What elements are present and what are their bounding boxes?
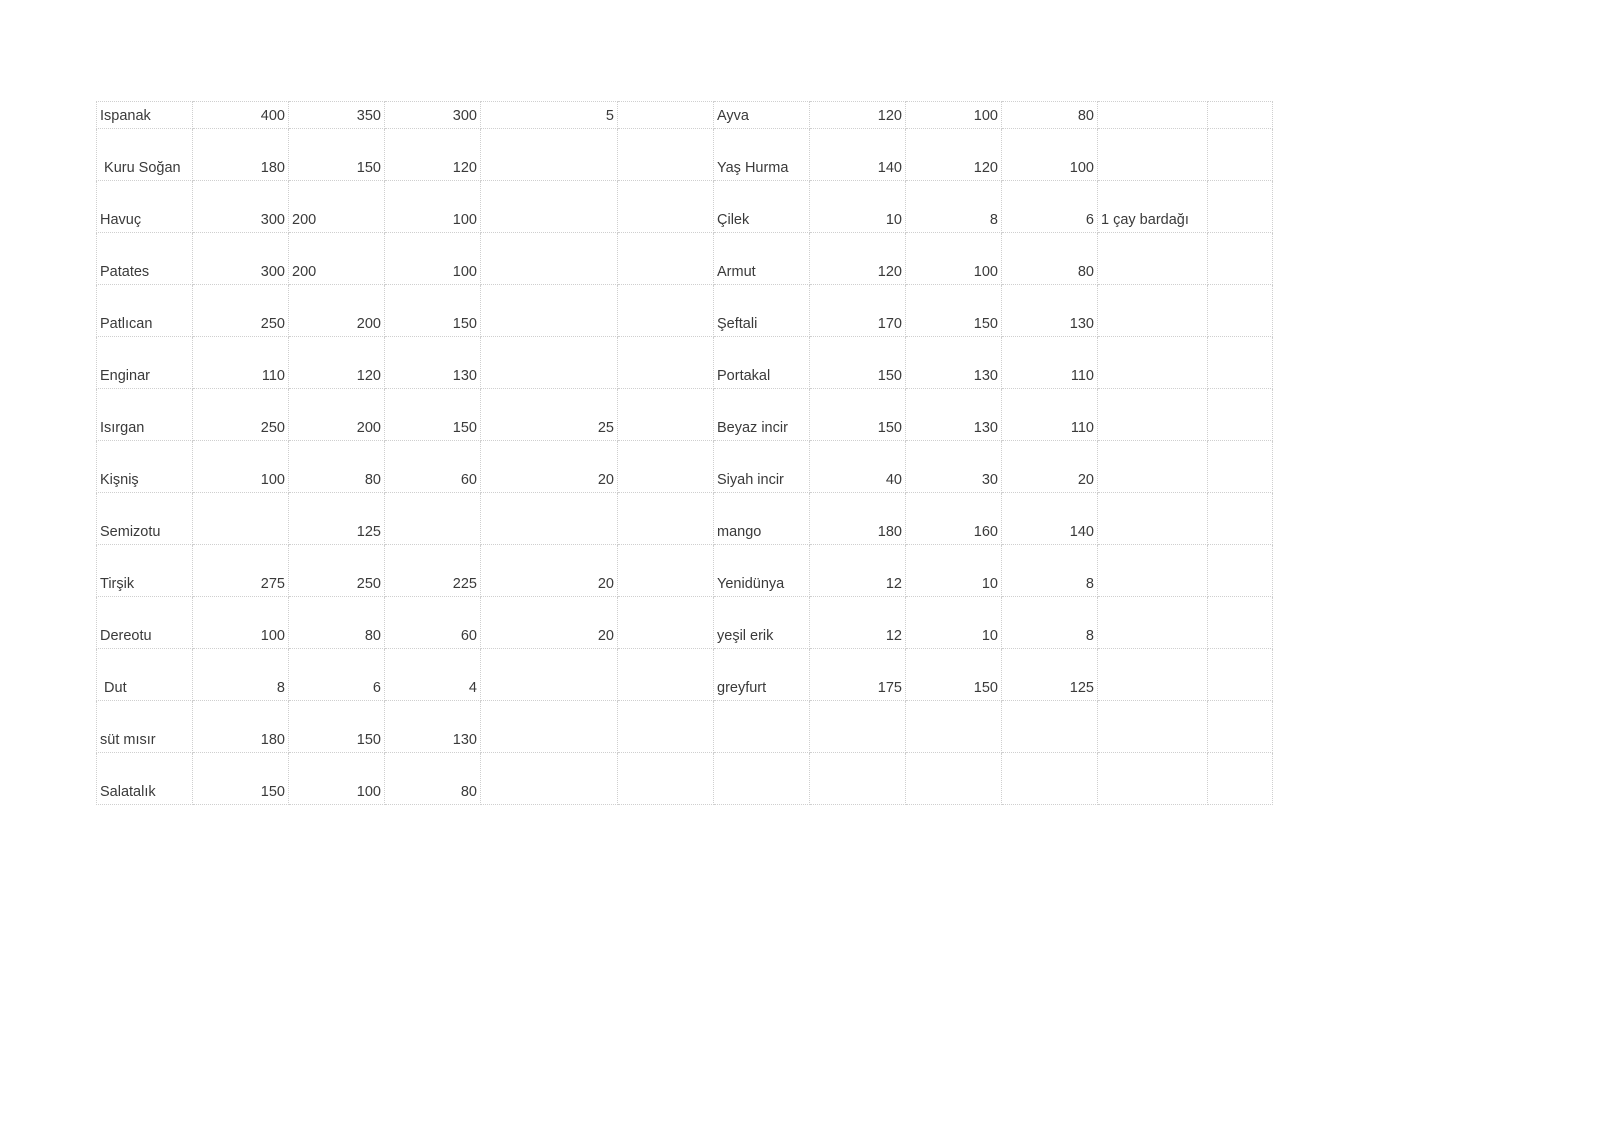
table-cell (1098, 285, 1208, 337)
table-cell: 130 (906, 337, 1002, 389)
table-cell: Tirşik (97, 545, 193, 597)
table-cell: 125 (1002, 649, 1098, 701)
table-body (97, 102, 1273, 805)
table-cell (1098, 233, 1208, 285)
table-cell (618, 389, 714, 441)
table-cell: 160 (906, 493, 1002, 545)
table-cell (1208, 649, 1273, 701)
table-cell: 80 (289, 441, 385, 493)
table-cell: 10 (906, 597, 1002, 649)
table-cell: 200 (289, 285, 385, 337)
table-cell: 225 (385, 545, 481, 597)
table-cell (1002, 701, 1098, 753)
table-cell: Yaş Hurma (714, 129, 810, 181)
table-cell: Salatalık (97, 753, 193, 805)
table-cell (1208, 129, 1273, 181)
spreadsheet-table (96, 101, 1273, 805)
table-cell: 300 (193, 233, 289, 285)
table-cell (481, 753, 618, 805)
table-cell: 130 (906, 389, 1002, 441)
table-cell: 10 (810, 181, 906, 233)
table-cell (1208, 233, 1273, 285)
table-cell (810, 701, 906, 753)
table-cell (714, 753, 810, 805)
table-cell: 20 (481, 441, 618, 493)
table-cell: 100 (385, 181, 481, 233)
table-cell (481, 233, 618, 285)
table-cell (618, 181, 714, 233)
table-cell: 100 (906, 102, 1002, 129)
table-cell: 180 (193, 701, 289, 753)
table-cell: 150 (385, 285, 481, 337)
table-cell: 40 (810, 441, 906, 493)
table-cell: 100 (289, 753, 385, 805)
table-cell: 150 (906, 649, 1002, 701)
table-row (97, 389, 1273, 441)
table-cell (618, 493, 714, 545)
table-cell (618, 545, 714, 597)
table-cell (618, 441, 714, 493)
table-row (97, 701, 1273, 753)
table-cell (810, 753, 906, 805)
table-cell: 30 (906, 441, 1002, 493)
table-row (97, 181, 1273, 233)
table-cell (1208, 701, 1273, 753)
table-cell: 80 (1002, 102, 1098, 129)
table-cell: Havuç (97, 181, 193, 233)
table-cell: 200 (289, 181, 385, 233)
table-cell: 350 (289, 102, 385, 129)
table-cell (1098, 337, 1208, 389)
table-cell (481, 649, 618, 701)
table-cell (618, 649, 714, 701)
table-cell (1098, 545, 1208, 597)
table-cell: Patlıcan (97, 285, 193, 337)
table-cell: Siyah incir (714, 441, 810, 493)
table-cell: Beyaz incir (714, 389, 810, 441)
table-row (97, 493, 1273, 545)
table-cell: Armut (714, 233, 810, 285)
table-cell: 110 (1002, 389, 1098, 441)
table-row (97, 649, 1273, 701)
table-cell (481, 701, 618, 753)
table-cell: 275 (193, 545, 289, 597)
table-cell (1098, 129, 1208, 181)
table-cell: 140 (1002, 493, 1098, 545)
table-cell (1098, 597, 1208, 649)
table-cell: Çilek (714, 181, 810, 233)
table-row (97, 597, 1273, 649)
table-cell (1098, 701, 1208, 753)
table-cell (481, 181, 618, 233)
table-cell: 130 (385, 701, 481, 753)
table-cell: Enginar (97, 337, 193, 389)
table-cell: 200 (289, 389, 385, 441)
table-cell: 150 (385, 389, 481, 441)
table-cell: 110 (193, 337, 289, 389)
table-row (97, 129, 1273, 181)
table-cell: Ayva (714, 102, 810, 129)
table-cell: Şeftali (714, 285, 810, 337)
table-cell (481, 285, 618, 337)
table-cell: 12 (810, 545, 906, 597)
table-cell (1208, 285, 1273, 337)
table-cell (193, 493, 289, 545)
table-cell: 250 (193, 389, 289, 441)
table-cell (385, 493, 481, 545)
table-cell: 1 çay bardağı (1098, 181, 1208, 233)
table-cell: 125 (289, 493, 385, 545)
table-cell (1208, 597, 1273, 649)
table-row (97, 441, 1273, 493)
table-cell: 20 (481, 597, 618, 649)
table-cell (481, 337, 618, 389)
table-cell: 180 (810, 493, 906, 545)
table-cell (906, 753, 1002, 805)
table-cell (1208, 545, 1273, 597)
table-cell: 8 (1002, 545, 1098, 597)
table-cell (1208, 389, 1273, 441)
table-row (97, 545, 1273, 597)
table-cell: 180 (193, 129, 289, 181)
table-cell: süt mısır (97, 701, 193, 753)
table-cell: 175 (810, 649, 906, 701)
table-cell (1208, 337, 1273, 389)
table-cell: 150 (906, 285, 1002, 337)
table-cell: greyfurt (714, 649, 810, 701)
table-cell (618, 337, 714, 389)
table-cell: 140 (810, 129, 906, 181)
table-cell: Semizotu (97, 493, 193, 545)
table-cell (618, 233, 714, 285)
table-cell: 12 (810, 597, 906, 649)
table-cell: mango (714, 493, 810, 545)
table-cell: 120 (906, 129, 1002, 181)
table-cell (1002, 753, 1098, 805)
table-cell: 300 (193, 181, 289, 233)
table-row (97, 233, 1273, 285)
table-cell (1208, 753, 1273, 805)
table-cell: 80 (289, 597, 385, 649)
table-cell (714, 701, 810, 753)
table-cell: 110 (1002, 337, 1098, 389)
table-cell (1208, 493, 1273, 545)
table-cell: yeşil erik (714, 597, 810, 649)
table-cell: 300 (385, 102, 481, 129)
table-cell: 60 (385, 441, 481, 493)
table-cell: 100 (906, 233, 1002, 285)
table-cell: 200 (289, 233, 385, 285)
table-cell: 6 (289, 649, 385, 701)
table-cell: 4 (385, 649, 481, 701)
table-row (97, 753, 1273, 805)
table-cell: Dereotu (97, 597, 193, 649)
table-cell: 100 (193, 597, 289, 649)
table-row (97, 337, 1273, 389)
table-cell: 8 (906, 181, 1002, 233)
table-cell (1208, 181, 1273, 233)
table-cell: 130 (385, 337, 481, 389)
table-cell: 120 (810, 233, 906, 285)
table-cell: 60 (385, 597, 481, 649)
table-cell (618, 701, 714, 753)
table-cell: 8 (1002, 597, 1098, 649)
table-cell: 150 (193, 753, 289, 805)
table-cell: 5 (481, 102, 618, 129)
table-cell (618, 129, 714, 181)
table-cell: 120 (289, 337, 385, 389)
table-cell: 120 (385, 129, 481, 181)
table-cell: 400 (193, 102, 289, 129)
table-row (97, 102, 1273, 129)
table-cell (1208, 441, 1273, 493)
table-cell (618, 102, 714, 129)
table-cell: 120 (810, 102, 906, 129)
table-cell: 100 (385, 233, 481, 285)
table-cell: 150 (289, 701, 385, 753)
table-cell: Kişniş (97, 441, 193, 493)
table-cell: 80 (1002, 233, 1098, 285)
table-cell (1098, 493, 1208, 545)
table-cell: 25 (481, 389, 618, 441)
table-cell: 150 (810, 389, 906, 441)
table-cell (1208, 102, 1273, 129)
table-cell: 100 (193, 441, 289, 493)
table-cell (618, 597, 714, 649)
table-cell: Kuru Soğan (97, 129, 193, 181)
table-row (97, 285, 1273, 337)
table-cell: 130 (1002, 285, 1098, 337)
table-cell (618, 285, 714, 337)
table-cell (906, 701, 1002, 753)
table-cell: Ispanak (97, 102, 193, 129)
table-cell: Portakal (714, 337, 810, 389)
table-cell (618, 753, 714, 805)
table-cell: Isırgan (97, 389, 193, 441)
table-cell: Patates (97, 233, 193, 285)
table-cell: 100 (1002, 129, 1098, 181)
table-cell (1098, 389, 1208, 441)
table-cell: Yenidünya (714, 545, 810, 597)
table-cell: Dut (97, 649, 193, 701)
table-cell: 10 (906, 545, 1002, 597)
table-cell: 20 (481, 545, 618, 597)
table-cell (481, 129, 618, 181)
table-cell (1098, 753, 1208, 805)
table-cell (1098, 649, 1208, 701)
table-cell: 8 (193, 649, 289, 701)
table-cell: 150 (289, 129, 385, 181)
table-cell: 170 (810, 285, 906, 337)
table-cell (1098, 441, 1208, 493)
table-cell: 20 (1002, 441, 1098, 493)
table-cell: 150 (810, 337, 906, 389)
table-cell: 250 (289, 545, 385, 597)
table-cell: 80 (385, 753, 481, 805)
table-cell: 6 (1002, 181, 1098, 233)
table-cell: 250 (193, 285, 289, 337)
table-cell (1098, 102, 1208, 129)
table-cell (481, 493, 618, 545)
